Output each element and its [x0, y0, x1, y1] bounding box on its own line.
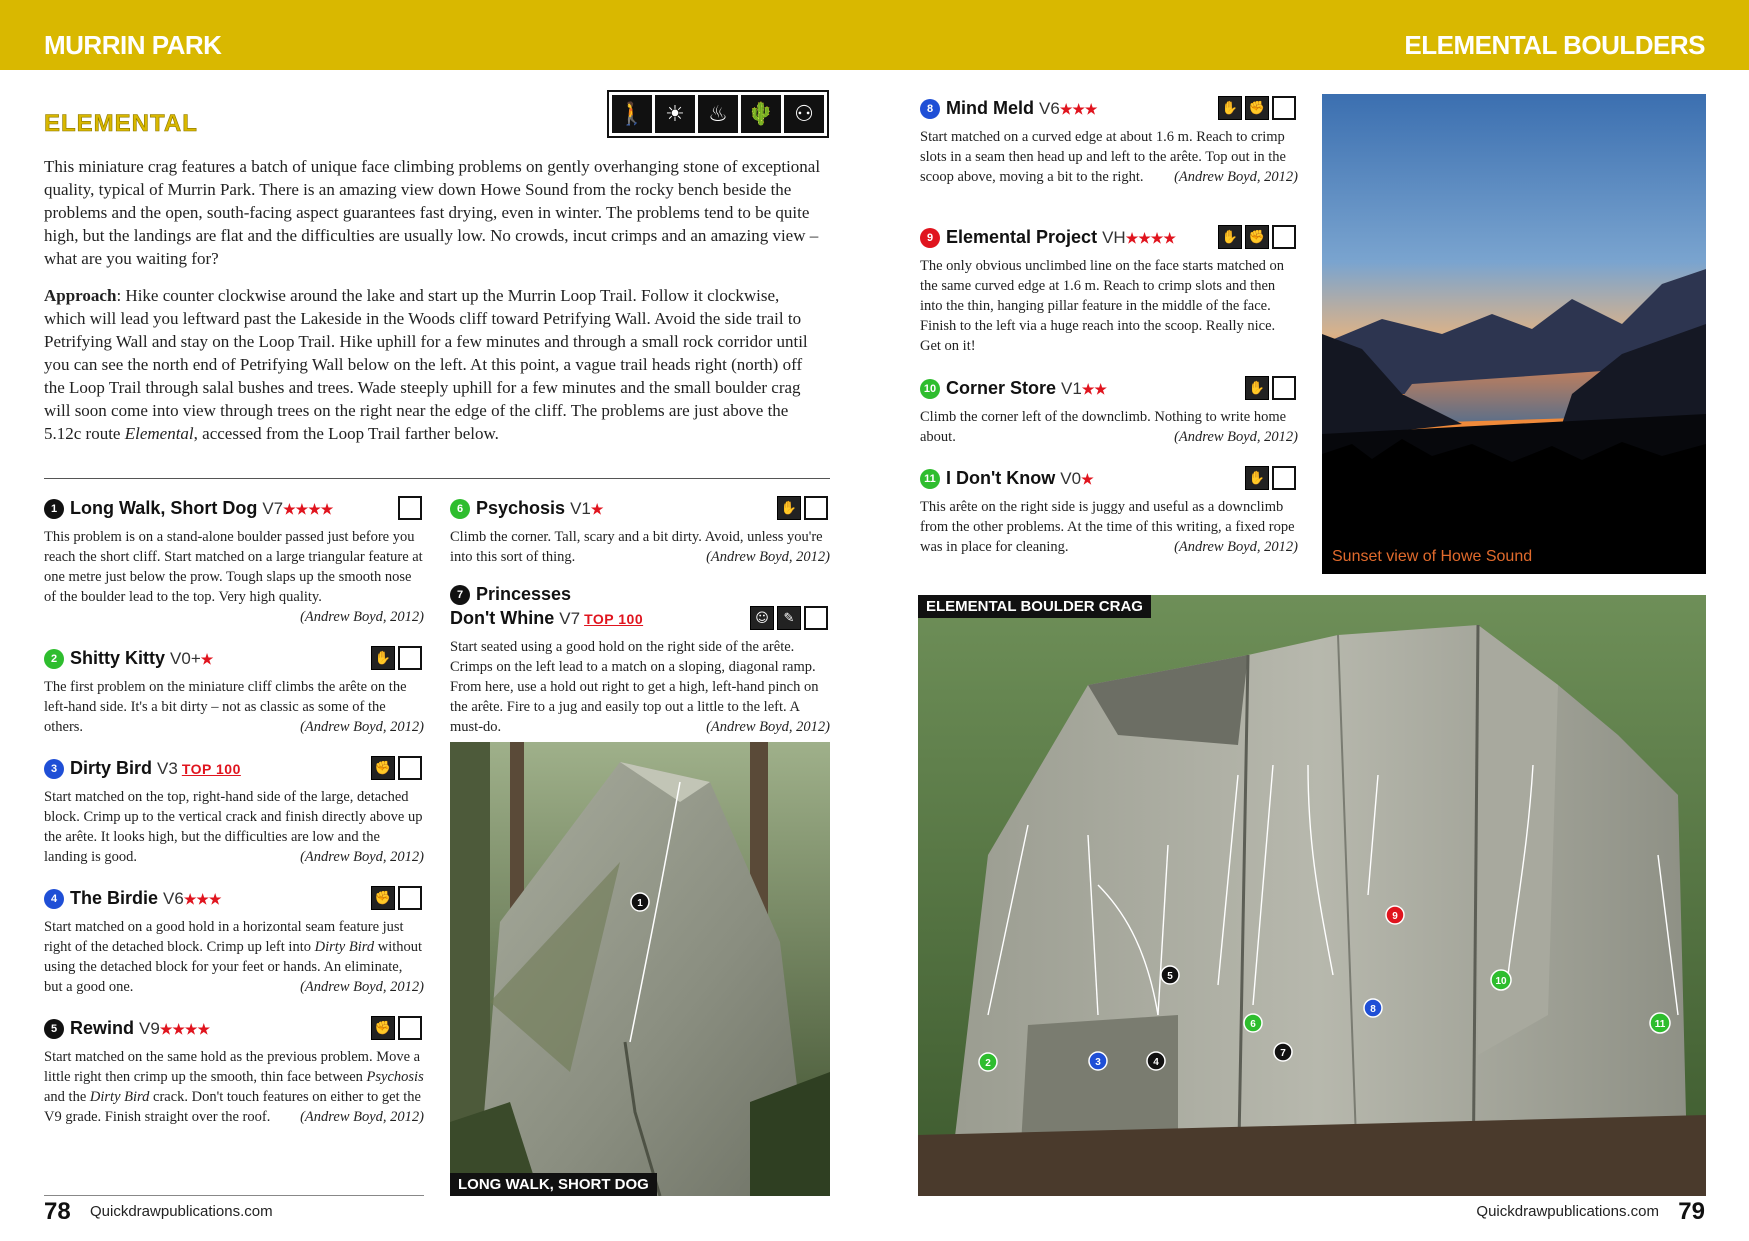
crag-photo: [918, 595, 1706, 1196]
footer-rule: [44, 1195, 424, 1196]
crimp-icon: ✋: [777, 496, 801, 520]
problem-desc-text: This arête on the right side is juggy and useful as a downclimb from the other problems. At the time of this writing, a fixed rope was in place for cleaning.: [920, 499, 1295, 555]
tick-checkbox[interactable]: [398, 886, 422, 910]
problem-name-cont: Don't Whine: [450, 608, 555, 628]
problem-desc-text: Start matched on a good hold in a horizontal seam feature just right of the detached block. Crimp up left into: [44, 919, 404, 955]
route-marker-7: 7: [1280, 1048, 1286, 1059]
left-site-link[interactable]: Quickdrawpublications.com: [90, 1203, 273, 1220]
problem-grade: V0+: [170, 649, 201, 668]
problem-description: [920, 127, 1298, 187]
problem-title: [920, 227, 1298, 253]
sunset-photo-image: [1322, 94, 1706, 574]
sun-icon: ☀: [655, 95, 695, 133]
problem-stars: ★: [590, 501, 604, 517]
boulder-photo-image: [450, 742, 830, 1196]
route-marker-6: 6: [1250, 1019, 1256, 1030]
problem-icons: [398, 496, 422, 520]
problem-desc-text-end: without using the detached block for your feet or hands. An eliminate, but a good one.: [44, 939, 423, 995]
problem-stars: ★: [200, 651, 214, 667]
problem-description: [450, 527, 830, 567]
crimp-icon: ✊: [371, 1016, 395, 1040]
right-site-link[interactable]: Quickdrawpublications.com: [1476, 1203, 1659, 1220]
tick-checkbox[interactable]: [1272, 96, 1296, 120]
problem-title: [920, 468, 1298, 494]
problem-grade: V3: [157, 759, 178, 778]
problem-credit: (Andrew Boyd, 2012): [300, 1109, 424, 1125]
approach-route: Elemental: [124, 424, 194, 443]
problem-7: [450, 584, 830, 737]
problem-number: 8: [920, 99, 940, 119]
intro-text: [44, 155, 824, 459]
problem-icons: [371, 646, 422, 670]
problem-icons: [1218, 225, 1296, 249]
problem-desc-text: The first problem on the miniature cliff climbs the arête on the left-hand side. It's a bit dirty – not as classic as some of the others.: [44, 679, 407, 735]
tick-checkbox[interactable]: [1272, 466, 1296, 490]
problem-number: 5: [44, 1019, 64, 1039]
left-page-number: 78: [44, 1198, 71, 1225]
problem-6: [450, 498, 830, 567]
crimp-icon: ✊: [371, 886, 395, 910]
route-marker-5: 5: [1167, 971, 1173, 982]
problem-credit: (Andrew Boyd, 2012): [300, 609, 424, 625]
problem-number: 7: [450, 585, 470, 605]
problem-desc-text: Start matched on the top, right-hand side of the large, detached block. Crimp up to the vertical crack and finish directly above up the arête. It looks high, but the difficulties are low and the landing is good.: [44, 789, 423, 865]
header-area-name: MURRIN PARK: [44, 30, 222, 60]
route-marker-2: 2: [985, 1058, 991, 1069]
problem-desc-ref: Psychosis: [366, 1069, 424, 1085]
problem-stars: ★★★: [183, 891, 222, 907]
problem-icons: [371, 756, 422, 780]
problem-grade: V1: [570, 499, 591, 518]
problem-description: [920, 497, 1298, 557]
route-marker-11: 11: [1654, 1019, 1666, 1030]
problem-title: [450, 584, 830, 608]
problem-title: [44, 758, 424, 784]
problem-desc-text: This problem is on a stand-alone boulder passed just before you reach the short cliff. Start matched on a large triangular feature at one metre just below the prow. Tough slaps up the smooth nose of the boulder lead to the top. Very high quality.: [44, 529, 423, 605]
problem-number: 3: [44, 759, 64, 779]
route-marker-9: 9: [1392, 911, 1398, 922]
problem-name: Princesses: [476, 584, 572, 604]
sit-start-icon: ☺: [750, 606, 774, 630]
problem-stars: ★★★: [1059, 101, 1098, 117]
problem-3: [44, 758, 424, 867]
problem-desc-text: Climb the corner left of the downclimb. Nothing to write home about.: [920, 409, 1287, 445]
tick-checkbox[interactable]: [804, 496, 828, 520]
problem-stars: ★★★★: [1125, 230, 1176, 246]
problem-2: [44, 648, 424, 737]
dryer-icon: ♨: [698, 95, 738, 133]
route-marker-10: 10: [1495, 976, 1507, 987]
right-page-number: 79: [1678, 1198, 1705, 1225]
boulder-photo-caption: LONG WALK, SHORT DOG: [450, 1173, 657, 1196]
problem-credit: (Andrew Boyd, 2012): [300, 849, 424, 865]
problem-grade: V0: [1060, 469, 1082, 488]
crimp-icon: ✋: [371, 646, 395, 670]
problem-name: Shitty Kitty: [70, 648, 166, 668]
problem-number: 11: [920, 469, 940, 489]
problem-title-line2: [450, 608, 830, 634]
problem-credit: (Andrew Boyd, 2012): [706, 549, 830, 565]
problem-name: Psychosis: [476, 498, 566, 518]
crimp-icon: ✋: [1218, 225, 1242, 249]
problem-desc-text: Start matched on a curved edge at about 1.6 m. Reach to crimp slots in a seam then head up and left to the arête. Top out in the scoop above, moving a bit to the right.: [920, 129, 1286, 185]
crag-icon-strip: [607, 90, 829, 138]
problem-title: [450, 498, 830, 524]
problem-title: [44, 648, 424, 674]
problem-grade: V6: [163, 889, 184, 908]
problem-desc-text: Start seated using a good hold on the right side of the arête. Crimps on the left lead to a match on a sloping, diagonal ramp. From here, use a hold out right to get a high, left-hand pinch on the arête. Fire to a jug and easily top out a little to the left. A must-do.: [450, 639, 819, 735]
problem-description: [44, 677, 424, 737]
section-title: ELEMENTAL: [44, 110, 198, 137]
problem-icons: [371, 886, 422, 910]
problem-credit: (Andrew Boyd, 2012): [1174, 169, 1298, 185]
problem-description: [450, 637, 830, 737]
problem-grade: V9: [139, 1019, 160, 1038]
problem-name: I Don't Know: [946, 468, 1056, 488]
problem-grade: V6: [1039, 99, 1060, 118]
cactus-icon: 🌵: [741, 95, 781, 133]
crimp-icon: ✋: [1245, 376, 1269, 400]
tick-checkbox[interactable]: [398, 1016, 422, 1040]
problem-description: [920, 407, 1298, 447]
crimp-icon: ✋: [1245, 466, 1269, 490]
approach-paragraph: [44, 284, 824, 445]
problem-4: [44, 888, 424, 997]
problem-desc-text: Climb the corner. Tall, scary and a bit dirty. Avoid, unless you're into this sort of thing.: [450, 529, 823, 565]
problem-description: [44, 917, 424, 997]
problem-description: [44, 787, 424, 867]
crag-photo-caption: ELEMENTAL BOULDER CRAG: [918, 595, 1151, 618]
problem-9: [920, 227, 1298, 356]
problem-credit: (Andrew Boyd, 2012): [706, 719, 830, 735]
tick-checkbox[interactable]: [398, 496, 422, 520]
problem-title: [920, 98, 1298, 124]
problem-title: [44, 888, 424, 914]
problem-8: [920, 98, 1298, 187]
problem-name: Long Walk, Short Dog: [70, 498, 258, 518]
problem-10: [920, 378, 1298, 447]
route-marker-4: 4: [1153, 1057, 1159, 1068]
problem-name: Dirty Bird: [70, 758, 153, 778]
problem-icons: [1218, 96, 1296, 120]
problem-number: 9: [920, 228, 940, 248]
problem-number: 1: [44, 499, 64, 519]
binoculars-icon: ⚇: [784, 95, 824, 133]
crimp-icon: ✋: [1218, 96, 1242, 120]
problem-number: 6: [450, 499, 470, 519]
tick-checkbox[interactable]: [1272, 376, 1296, 400]
approach-label: Approach: [44, 286, 117, 305]
problem-number: 4: [44, 889, 64, 909]
problem-credit: (Andrew Boyd, 2012): [300, 979, 424, 995]
approach-end: , accessed from the Loop Trail farther below.: [193, 424, 499, 443]
intro-paragraph: This miniature crag features a batch of unique face climbing problems on gently overhanging stone of exceptional quality, typical of Murrin Park. There is an amazing view down Howe Sound from the rocky bench beside the problems and the open, south-facing aspect guarantees fast drying, even in winter. The problems tend to be quite high, but the landings are flat and the difficulties are usually low. No crowds, incut crimps and an amazing view – what are you waiting for?: [44, 157, 821, 268]
problem-5: [44, 1018, 424, 1127]
tick-checkbox[interactable]: [804, 606, 828, 630]
crimp-icon: ✊: [1245, 96, 1269, 120]
problem-icons: [371, 1016, 422, 1040]
problem-number: 2: [44, 649, 64, 669]
sunset-photo: [1322, 94, 1706, 574]
route-marker-1: 1: [637, 898, 643, 909]
problem-credit: (Andrew Boyd, 2012): [300, 719, 424, 735]
crimp-icon: ✊: [371, 756, 395, 780]
problem-name: Rewind: [70, 1018, 135, 1038]
problem-stars: ★: [1081, 471, 1094, 487]
problem-desc-text: The only obvious unclimbed line on the face starts matched on the same curved edge at 1.6 m. Reach to crimp slots and then into the thin, hanging pillar feature in the middle of the face. Finish to the left via a huge reach into the scoop. Really nice. Get on it!: [920, 258, 1285, 354]
problem-grade: V7: [262, 499, 284, 518]
problem-desc-text-mid: and the: [44, 1089, 90, 1105]
problem-credit: (Andrew Boyd, 2012): [1174, 429, 1298, 445]
problem-name: Mind Meld: [946, 98, 1034, 118]
problem-grade: VH: [1102, 228, 1126, 247]
boulder-photo: [450, 742, 830, 1196]
problem-title: [44, 1018, 424, 1044]
approach-text: : Hike counter clockwise around the lake and start up the Murrin Loop Trail. Follow it clockwise, which will lead you leftward past the Lakeside in the Woods cliff toward Petrifying Wall. Avoid the side trail to Petrifying Wall and stay on the Loop Trail. Hike uphill for a few minutes and through a small rock corridor until you can see the north end of Petrifying Wall below on the left. At this point, a vague trail heads right (north) off the Loop Trail through salal bushes and trees. Wade steeply uphill for a few minutes and the small boulder crag will soon come into view through trees on the right near the edge of the cliff. The problems are just above the 5.12c route: [44, 286, 808, 443]
problem-stars: ★★★★: [283, 501, 334, 517]
top100-badge: TOP 100: [181, 761, 241, 777]
problem-description: [44, 1047, 424, 1127]
pinch-icon: ✎: [777, 606, 801, 630]
problem-1: [44, 498, 424, 627]
problem-stars: ★★★★: [159, 1021, 211, 1037]
problem-description: [920, 256, 1298, 356]
problem-name: Elemental Project: [946, 227, 1098, 247]
problem-grade: V1: [1061, 379, 1082, 398]
problem-desc-ref: Dirty Bird: [314, 939, 375, 955]
problem-icons: [1245, 466, 1296, 490]
problem-title: [44, 498, 424, 524]
problem-name: Corner Store: [946, 378, 1057, 398]
problem-credit: (Andrew Boyd, 2012): [1174, 539, 1298, 555]
problem-title: [920, 378, 1298, 404]
route-marker-8: 8: [1370, 1004, 1376, 1015]
route-marker-3: 3: [1095, 1057, 1101, 1068]
tick-checkbox[interactable]: [1272, 225, 1296, 249]
problem-desc-text-end: crack. Don't touch features on either to get the V9 grade. Finish straight over the roof.: [44, 1089, 421, 1125]
problem-11: [920, 468, 1298, 557]
problem-icons: [750, 606, 828, 630]
problem-number: 10: [920, 379, 940, 399]
problem-name: The Birdie: [70, 888, 159, 908]
problem-desc-ref: Dirty Bird: [89, 1089, 150, 1105]
hiker-icon: 🚶: [612, 95, 652, 133]
problem-stars: ★★: [1081, 381, 1107, 397]
top100-badge: TOP 100: [584, 611, 644, 627]
crimp-icon: ✊: [1245, 225, 1269, 249]
crag-photo-image: [918, 595, 1706, 1196]
problem-icons: [777, 496, 828, 520]
problem-desc-text: Start matched on the same hold as the previous problem. Move a little right then crimp up the smooth, thin face between: [44, 1049, 421, 1085]
tick-checkbox[interactable]: [398, 646, 422, 670]
sunset-photo-caption: Sunset view of Howe Sound: [1332, 548, 1533, 565]
problem-icons: [1245, 376, 1296, 400]
divider: [44, 478, 830, 479]
tick-checkbox[interactable]: [398, 756, 422, 780]
problem-description: [44, 527, 424, 625]
problem-grade: V7: [559, 609, 581, 628]
header-section-name: ELEMENTAL BOULDERS: [1404, 30, 1705, 60]
